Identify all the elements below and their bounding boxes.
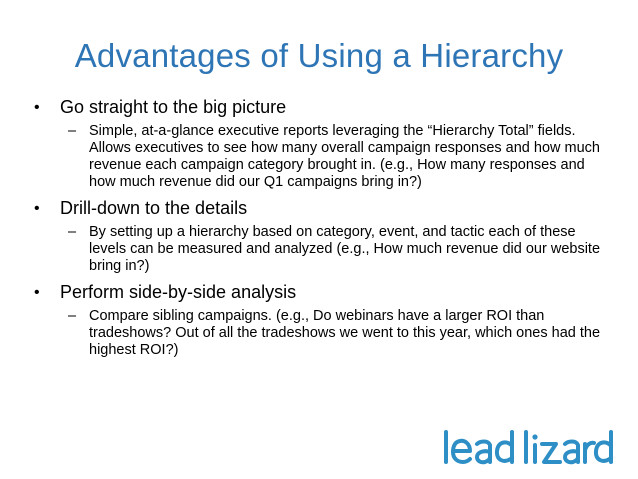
bullet-list [34, 96, 604, 365]
bullet-dot: • [34, 99, 40, 116]
bullet-item [34, 96, 604, 119]
sub-bullet-text: Compare sibling campaigns. (e.g., Do webinars have a larger ROI than tradeshows? Out of all the tradeshows we went to this year, which ones had the highest ROI?) [89, 308, 601, 358]
bullet-text: Perform side-by-side analysis [60, 282, 297, 302]
bullet-item [34, 281, 604, 304]
bullet-dot: • [34, 200, 40, 217]
sub-bullet-dash: – [68, 224, 77, 240]
sub-bullet-dash: – [68, 123, 77, 139]
sub-bullet-item [34, 308, 604, 359]
bullet-item [34, 197, 604, 220]
slide-title: Advantages of Using a Hierarchy [74, 37, 564, 74]
sub-bullet-text: Simple, at-a-glance executive reports leveraging the “Hierarchy Total” fields. Allows executives to see how many overall campaign responses and how much revenue each campaign category brought in. (e.g., How many responses and how much revenue did our Q1 campaigns bring in?) [89, 123, 600, 190]
bullet-text: Drill-down to the details [60, 198, 248, 218]
bullet-text: Go straight to the big picture [60, 97, 287, 117]
sub-bullet-item [34, 224, 604, 275]
sub-bullet-dash: – [68, 308, 77, 324]
lead-lizard-logo [440, 428, 616, 468]
bullet-dot: • [34, 284, 40, 301]
sub-bullet-text: By setting up a hierarchy based on category, event, and tactic each of these levels can be measured and analyzed (e.g., How much revenue did our website bring in?) [89, 224, 601, 274]
sub-bullet-item [34, 123, 604, 191]
